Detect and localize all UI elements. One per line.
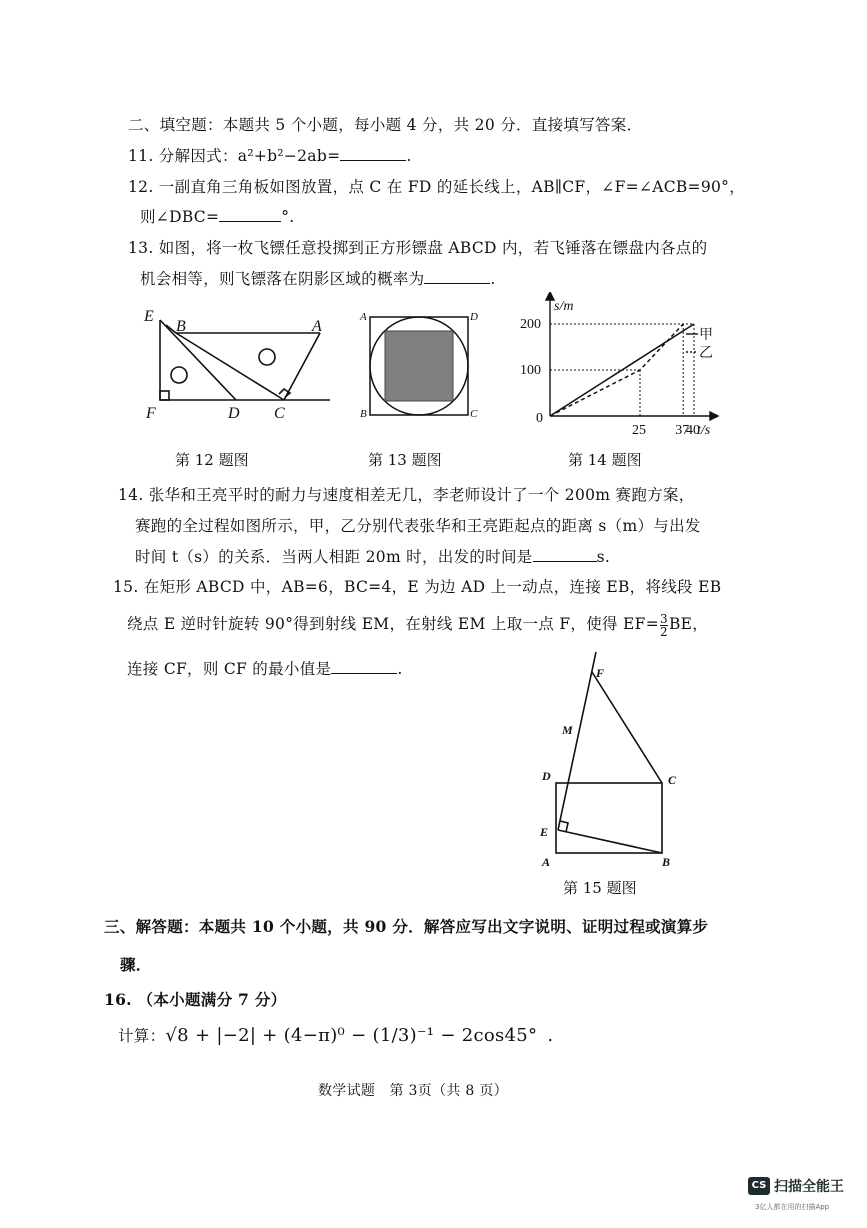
q15-line3-prefix: 连接 CF，则 CF 的最小值是 (127, 660, 332, 678)
fig12-edge-ED (160, 320, 236, 400)
fig12-caption: 第 12 题图 (175, 451, 249, 469)
section3-heading-line2: 骤． (120, 955, 152, 974)
fig15-rectangle-ABCD (556, 783, 662, 853)
camscanner-name: 扫描全能王 (774, 1179, 844, 1195)
q11-text: 11. 分解因式：a²+b²−2ab= (128, 147, 341, 165)
q15-fraction (660, 613, 668, 638)
fig15-segment-EB (558, 830, 662, 853)
fig14-x-axis-label: t/s (697, 423, 711, 438)
figure-15 (530, 650, 690, 872)
fig15-caption: 第 15 题图 (563, 879, 637, 897)
q15-line3 (127, 657, 403, 679)
figure-13 (356, 305, 486, 427)
q14-suffix: s. (596, 548, 611, 566)
fig15-label-M: M (562, 723, 573, 737)
q12-answer-blank[interactable] (219, 207, 281, 222)
fig12-right-angle-F (160, 391, 169, 400)
q12-line1: 12. 一副直角三角板如图放置，点 C 在 FD 的延长线上，AB∥CF，∠F=∠ACB=90°， (128, 178, 746, 196)
fig14-caption: 第 14 题图 (568, 451, 642, 469)
q15-answer-blank[interactable] (331, 659, 397, 674)
q13-line2 (140, 267, 496, 289)
fig12-edge-AC (284, 333, 320, 400)
section2-heading: 二、填空题：本题共 5 个小题，每小题 4 分，共 20 分．直接填写答案． (128, 116, 643, 134)
q16-prefix: 计算： (118, 1027, 166, 1045)
fig15-segment-FC (592, 672, 662, 783)
fig12-label-C: C (274, 405, 285, 422)
q13-text: 机会相等，则飞镖落在阴影区域的概率为 (140, 270, 425, 288)
fig12-label-B: B (176, 318, 186, 335)
camscanner-logo-icon: CS (748, 1177, 770, 1195)
fig14-y-tick-100: 100 (520, 363, 541, 378)
q13-line1: 13. 如图，将一枚飞镖任意投掷到正方形镖盘 ABCD 内，若飞锤落在镖盘内各点的 (128, 239, 708, 257)
fig12-label-E: E (144, 308, 154, 325)
fig15-ray-EM (558, 652, 596, 830)
fig13-label-A: A (360, 311, 367, 323)
q15-line2 (127, 612, 708, 638)
fig14-series-line-2 (550, 324, 683, 416)
q11-answer-blank[interactable] (340, 146, 406, 161)
figure-14-chart (512, 292, 722, 440)
q12-prefix: 则∠DBC= (140, 208, 220, 226)
fig12-label-F: F (146, 405, 156, 422)
fig15-label-C: C (668, 773, 677, 787)
fig14-y-axis-label: s/m (554, 299, 574, 314)
fig14-legend-yi: 乙 (699, 346, 713, 361)
fig14-origin-label: 0 (536, 411, 543, 426)
q16-line (118, 1024, 553, 1046)
fig12-label-A: A (312, 318, 322, 335)
fig13-caption: 第 13 题图 (368, 451, 442, 469)
page-footer: 数学试题 第 3页（共 8 页） (318, 1083, 508, 1099)
fig13-label-C: C (470, 408, 478, 420)
fig15-label-A: A (542, 855, 551, 869)
fig14-legend-jia: 甲 (699, 328, 713, 343)
q14-prefix: 时间 t（s）的关系．当两人相距 20m 时，出发的时间是 (135, 548, 533, 566)
camscanner-watermark (748, 1176, 844, 1196)
q14-line3 (135, 545, 610, 567)
fig15-label-F: F (596, 666, 605, 680)
section3-heading-line1: 三、解答题：本题共 10 个小题，共 90 分．解答应写出文字说明、证明过程或演算步 (104, 917, 709, 936)
fig14-y-tick-200: 200 (520, 317, 541, 332)
q12-suffix: °. (281, 208, 295, 226)
fig13-label-B: B (360, 408, 367, 420)
fig14-y-arrow (546, 292, 554, 300)
q15-frac-num: 3 (660, 611, 668, 626)
q15-line2-suffix: BE， (668, 615, 709, 633)
fig12-edge-BC (176, 333, 284, 400)
fig15-label-B: B (662, 855, 671, 869)
q12-line2 (140, 205, 295, 227)
q14-line2: 赛跑的全过程如图所示，甲，乙分别代表张华和王亮距起点的距离 s（m）与出发 (135, 517, 701, 535)
fig14-x-tick-40: 40 (686, 423, 700, 438)
fig15-label-D: D (542, 769, 551, 783)
q15-frac-den: 2 (660, 624, 668, 639)
fig14-x-arrow (710, 412, 718, 420)
fig12-hole-1 (171, 367, 187, 383)
q16-tail: . (547, 1025, 554, 1046)
q16-expression: √8 + |−2| + (4−π)⁰ − (1/3)⁻¹ − 2cos45° (165, 1025, 538, 1046)
q11-tail: . (406, 147, 412, 165)
q15-line2-prefix: 绕点 E 逆时针旋转 90°得到射线 EM，在射线 EM 上取一点 F，使得 EF= (127, 615, 659, 633)
q14-line1: 14. 张华和王亮平时的耐力与速度相差无几，李老师设计了一个 200m 赛跑方案， (118, 486, 695, 504)
q13-answer-blank[interactable] (424, 269, 490, 284)
q14-answer-blank[interactable] (533, 547, 597, 562)
question-11 (128, 144, 412, 166)
figure-12 (136, 300, 346, 425)
fig15-label-E: E (540, 825, 549, 839)
q16-title: 16. （本小题满分 7 分） (104, 990, 287, 1009)
q15-line3-suffix: . (397, 660, 403, 678)
q13-tail: . (490, 270, 496, 288)
fig12-hole-2 (259, 349, 275, 365)
fig14-x-tick-25: 25 (632, 423, 646, 438)
fig14-x-tick-37: 37 (675, 423, 690, 438)
camscanner-tagline: 3亿人都在用的扫描App (755, 1203, 830, 1211)
q15-line1: 15. 在矩形 ABCD 中，AB=6，BC=4，E 为边 AD 上一动点，连接 EB，将线段 EB (113, 578, 722, 596)
fig12-label-D: D (228, 405, 240, 422)
fig13-shaded-square (385, 331, 453, 401)
fig13-label-D: D (470, 311, 478, 323)
